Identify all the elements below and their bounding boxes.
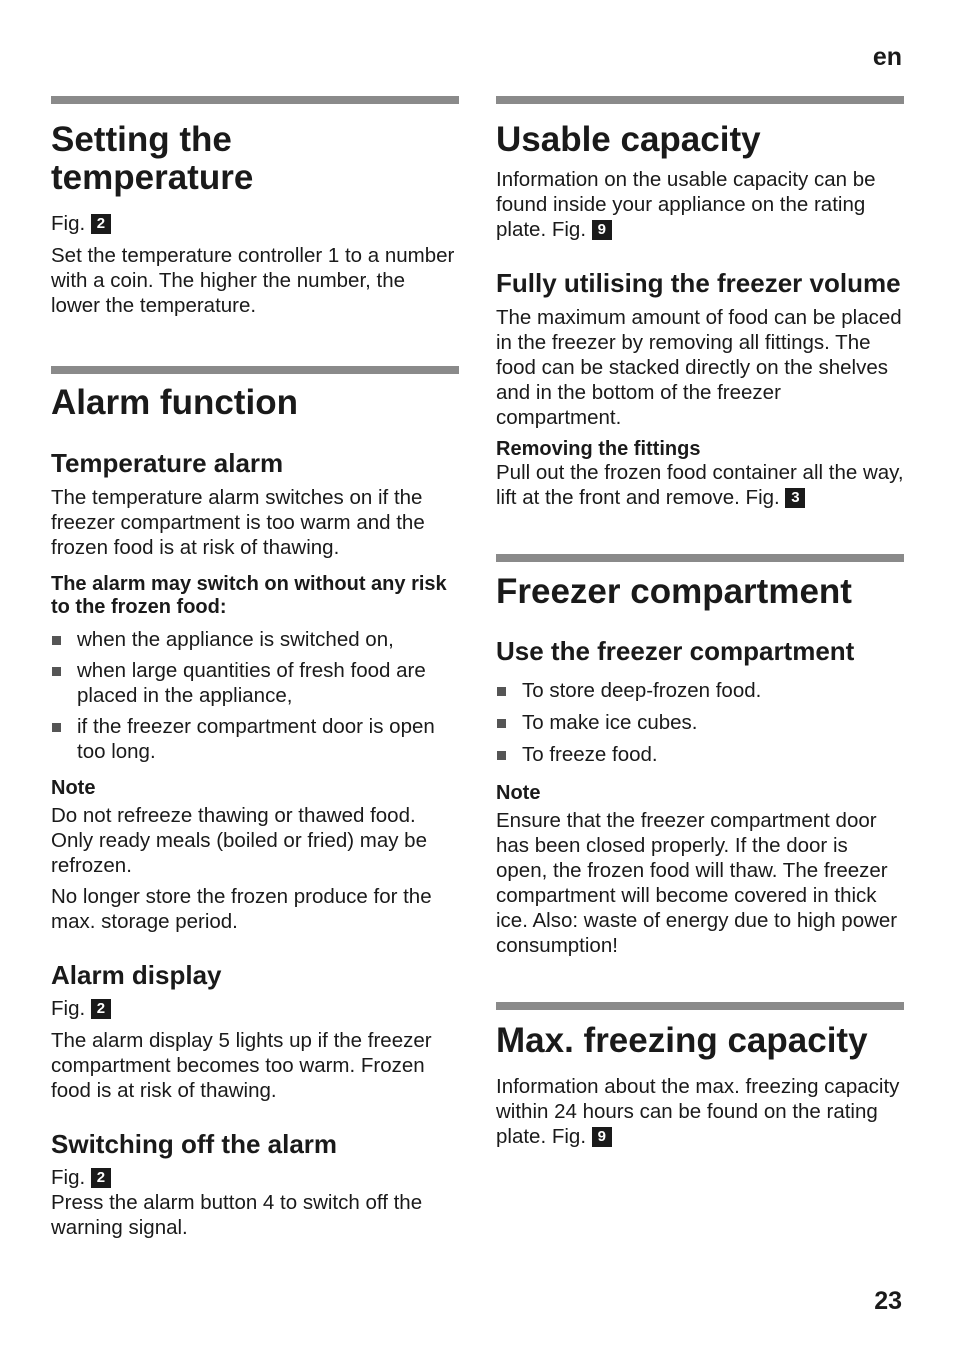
- note-text: Ensure that the freezer compartment door has been closed properly. If the door is open, the frozen food will thaw. The freezer compartment will become covered in thick ice. Also: waste of energy due to high power consumption!: [496, 809, 898, 957]
- figure-number: 9: [592, 220, 612, 240]
- list-item: To store deep-frozen food.: [496, 678, 904, 703]
- section-alarm-function: [51, 366, 459, 1240]
- subsection-heading: Alarm display: [51, 960, 222, 990]
- list-item: To freeze food.: [496, 742, 904, 767]
- body-text: The temperature alarm switches on if the freezer compartment is too warm and the frozen food is at risk of thawing.: [51, 486, 425, 559]
- note-label: Note: [496, 782, 541, 804]
- section-title: Usable capacity: [496, 120, 761, 159]
- subsection-heading: Use the freezer compartment: [496, 636, 855, 666]
- body-text: Pull out the frozen food container all the way, lift at the front and remove. Fig. 3: [496, 461, 904, 509]
- square-bullet-icon: [497, 751, 506, 760]
- square-bullet-icon: [52, 636, 61, 645]
- section-rule: [51, 366, 459, 374]
- figure-number: 2: [91, 999, 111, 1019]
- subsection-heading: Fully utilising the freezer volume: [496, 268, 901, 298]
- section-rule: [496, 96, 904, 104]
- body-text: Information about the max. freezing capacity within 24 hours can be found on the rating plate. Fig. 9: [496, 1075, 900, 1148]
- section-title: Freezer compartment: [496, 572, 852, 611]
- note-label: Note: [51, 777, 96, 799]
- square-bullet-icon: [497, 719, 506, 728]
- section-rule: [496, 1002, 904, 1010]
- freezer-uses-list: [496, 678, 904, 767]
- alarm-conditions-list: [51, 627, 459, 764]
- body-text: Set the temperature controller 1 to a number with a coin. The higher the number, the lower the temperature.: [51, 244, 455, 317]
- body-text: The alarm display 5 lights up if the freezer compartment becomes too warm. Frozen food is at risk of thawing.: [51, 1029, 432, 1102]
- list-item: To make ice cubes.: [496, 710, 904, 735]
- body-text: Press the alarm button 4 to switch off the warning signal.: [51, 1191, 423, 1239]
- list-item: when the appliance is switched on,: [51, 627, 459, 652]
- bold-subheading: Removing the fittings: [496, 438, 701, 460]
- section-setting-temperature: [51, 96, 459, 318]
- subsection-heading: Switching off the alarm: [51, 1129, 338, 1159]
- figure-number: 3: [785, 488, 805, 508]
- square-bullet-icon: [52, 723, 61, 732]
- note-text: Do not refreeze thawing or thawed food. Only ready meals (boiled or fried) may be refrozen.: [51, 804, 427, 877]
- square-bullet-icon: [52, 667, 61, 676]
- right-column: [496, 96, 904, 1149]
- page-number: 23: [874, 1287, 902, 1315]
- section-usable-capacity: [496, 96, 904, 510]
- section-title: Alarm function: [51, 383, 298, 422]
- section-rule: [496, 554, 904, 562]
- body-text: Information on the usable capacity can be found inside your appliance on the rating plate. Fig. 9: [496, 168, 876, 241]
- figure-number: 2: [91, 1168, 111, 1188]
- section-rule: [51, 96, 459, 104]
- figure-reference: Fig. 2: [51, 211, 459, 236]
- figure-number: 2: [91, 214, 111, 234]
- square-bullet-icon: [497, 687, 506, 696]
- note-text: No longer store the frozen produce for the max. storage period.: [51, 885, 432, 933]
- figure-reference: Fig. 2: [51, 996, 459, 1021]
- figure-reference: Fig. 2: [51, 1165, 459, 1190]
- left-column: [51, 96, 459, 1240]
- section-max-freezing-capacity: [496, 1002, 904, 1149]
- section-title: Setting the temperature: [51, 120, 254, 197]
- bold-subheading: The alarm may switch on without any risk to the frozen food:: [51, 573, 447, 618]
- figure-number: 9: [592, 1127, 612, 1147]
- body-text: The maximum amount of food can be placed in the freezer by removing all fittings. The food can be stacked directly on the shelves and in the bottom of the freezer compartment.: [496, 306, 902, 429]
- section-title: Max. freezing capacity: [496, 1021, 868, 1060]
- list-item: when large quantities of fresh food are placed in the appliance,: [51, 658, 459, 708]
- language-code: en: [872, 43, 902, 71]
- section-freezer-compartment: [496, 554, 904, 958]
- subsection-heading: Temperature alarm: [51, 448, 284, 478]
- list-item: if the freezer compartment door is open too long.: [51, 714, 459, 764]
